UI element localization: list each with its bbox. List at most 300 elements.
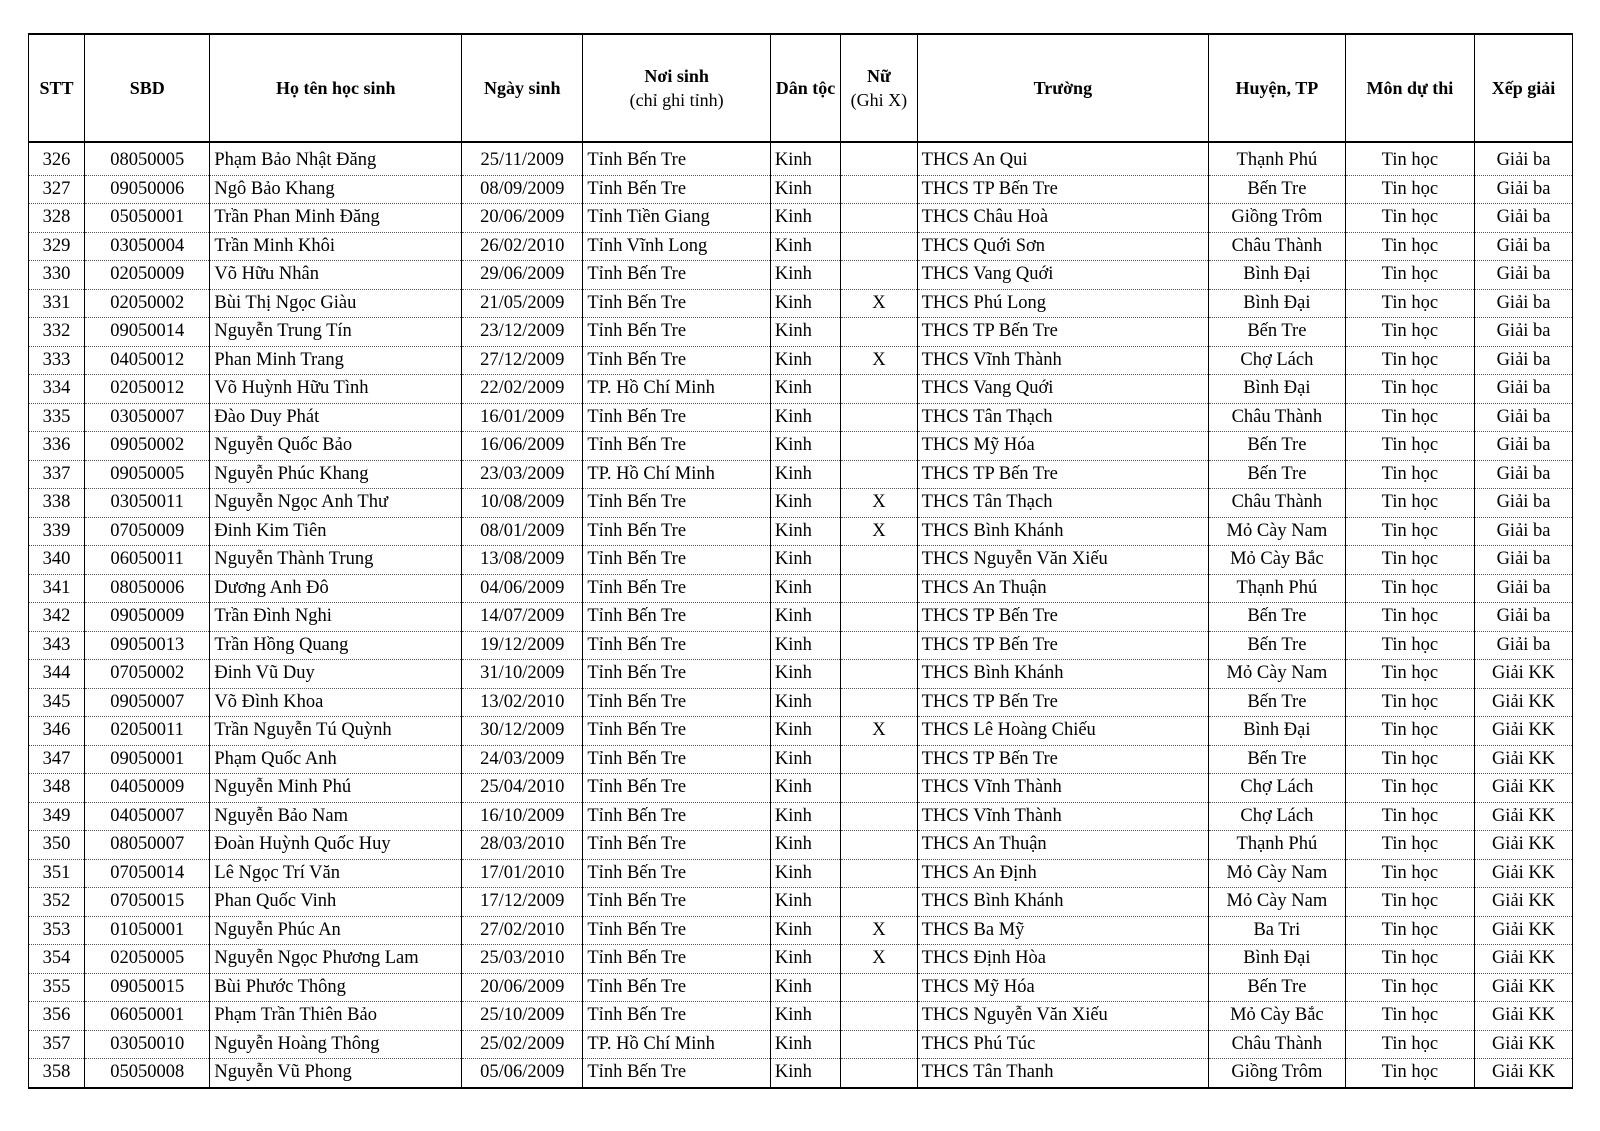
cell-award: Giải ba: [1475, 318, 1573, 347]
table-row: [29, 631, 1573, 660]
cell-school: THCS Quới Sơn: [917, 232, 1208, 261]
cell-stt: 328: [29, 204, 85, 233]
cell-name: Nguyễn Hoàng Thông: [210, 1030, 462, 1059]
cell-birthplace: Tỉnh Bến Tre: [583, 745, 771, 774]
header-dob: Ngày sinh: [462, 34, 583, 142]
cell-dob: 25/11/2009: [462, 142, 583, 175]
cell-award: Giải ba: [1475, 289, 1573, 318]
cell-school: THCS An Định: [917, 859, 1208, 888]
cell-sbd: 06050001: [85, 1002, 210, 1031]
cell-sbd: 06050011: [85, 546, 210, 575]
cell-female: [841, 574, 917, 603]
cell-subject: Tin học: [1345, 1030, 1474, 1059]
cell-award: Giải KK: [1475, 945, 1573, 974]
cell-school: THCS Tân Thạch: [917, 403, 1208, 432]
cell-subject: Tin học: [1345, 973, 1474, 1002]
cell-name: Đinh Vũ Duy: [210, 660, 462, 689]
cell-female: [841, 175, 917, 204]
cell-birthplace: Tỉnh Bến Tre: [583, 717, 771, 746]
cell-name: Trần Đình Nghi: [210, 603, 462, 632]
table-row: [29, 745, 1573, 774]
cell-sbd: 07050009: [85, 517, 210, 546]
cell-sbd: 03050004: [85, 232, 210, 261]
cell-dob: 20/06/2009: [462, 204, 583, 233]
cell-ethnic: Kinh: [770, 517, 840, 546]
cell-dob: 20/06/2009: [462, 973, 583, 1002]
cell-birthplace: Tỉnh Bến Tre: [583, 688, 771, 717]
cell-stt: 326: [29, 142, 85, 175]
cell-dob: 13/08/2009: [462, 546, 583, 575]
cell-female: [841, 603, 917, 632]
cell-birthplace: Tỉnh Bến Tre: [583, 318, 771, 347]
cell-subject: Tin học: [1345, 175, 1474, 204]
cell-ethnic: Kinh: [770, 660, 840, 689]
cell-district: Bến Tre: [1209, 318, 1346, 347]
cell-stt: 351: [29, 859, 85, 888]
table-row: [29, 1002, 1573, 1031]
table-row: [29, 261, 1573, 290]
cell-stt: 353: [29, 916, 85, 945]
cell-school: THCS TP Bến Tre: [917, 631, 1208, 660]
cell-female: [841, 432, 917, 461]
cell-school: THCS TP Bến Tre: [917, 688, 1208, 717]
cell-name: Nguyễn Thành Trung: [210, 546, 462, 575]
cell-sbd: 09050001: [85, 745, 210, 774]
cell-birthplace: Tỉnh Bến Tre: [583, 261, 771, 290]
cell-name: Phạm Quốc Anh: [210, 745, 462, 774]
cell-ethnic: Kinh: [770, 432, 840, 461]
cell-dob: 25/04/2010: [462, 774, 583, 803]
cell-school: THCS Ba Mỹ: [917, 916, 1208, 945]
cell-district: Giồng Trôm: [1209, 204, 1346, 233]
cell-subject: Tin học: [1345, 142, 1474, 175]
table-row: [29, 289, 1573, 318]
cell-dob: 27/12/2009: [462, 346, 583, 375]
table-row: [29, 517, 1573, 546]
table-row: [29, 403, 1573, 432]
cell-sbd: 05050001: [85, 204, 210, 233]
cell-name: Nguyễn Minh Phú: [210, 774, 462, 803]
cell-stt: 346: [29, 717, 85, 746]
cell-district: Thạnh Phú: [1209, 574, 1346, 603]
cell-district: Bến Tre: [1209, 460, 1346, 489]
table-row: [29, 945, 1573, 974]
cell-award: Giải ba: [1475, 432, 1573, 461]
cell-dob: 23/03/2009: [462, 460, 583, 489]
cell-dob: 30/12/2009: [462, 717, 583, 746]
table-row: [29, 318, 1573, 347]
cell-district: Mỏ Cày Nam: [1209, 517, 1346, 546]
header-stt: STT: [29, 34, 85, 142]
cell-dob: 22/02/2009: [462, 375, 583, 404]
cell-subject: Tin học: [1345, 774, 1474, 803]
cell-name: Nguyễn Phúc Khang: [210, 460, 462, 489]
table-row: [29, 859, 1573, 888]
cell-award: Giải KK: [1475, 859, 1573, 888]
cell-female: [841, 688, 917, 717]
cell-subject: Tin học: [1345, 489, 1474, 518]
cell-school: THCS Vang Quới: [917, 375, 1208, 404]
cell-female: [841, 318, 917, 347]
cell-ethnic: Kinh: [770, 232, 840, 261]
cell-school: THCS Vĩnh Thành: [917, 774, 1208, 803]
cell-dob: 25/02/2009: [462, 1030, 583, 1059]
cell-subject: Tin học: [1345, 574, 1474, 603]
cell-subject: Tin học: [1345, 232, 1474, 261]
cell-school: THCS Nguyễn Văn Xiếu: [917, 546, 1208, 575]
cell-district: Châu Thành: [1209, 403, 1346, 432]
cell-sbd: 09050005: [85, 460, 210, 489]
cell-ethnic: Kinh: [770, 204, 840, 233]
header-school: Trường: [917, 34, 1208, 142]
cell-female: [841, 232, 917, 261]
header-birthplace-sub: (chỉ ghi tỉnh): [629, 90, 724, 110]
cell-name: Nguyễn Vũ Phong: [210, 1059, 462, 1088]
cell-ethnic: Kinh: [770, 375, 840, 404]
table-row: [29, 717, 1573, 746]
cell-award: Giải KK: [1475, 660, 1573, 689]
header-female: [841, 34, 917, 142]
cell-district: Bến Tre: [1209, 745, 1346, 774]
cell-subject: Tin học: [1345, 403, 1474, 432]
cell-subject: Tin học: [1345, 831, 1474, 860]
cell-sbd: 03050011: [85, 489, 210, 518]
cell-sbd: 09050007: [85, 688, 210, 717]
cell-district: Bình Đại: [1209, 261, 1346, 290]
cell-dob: 13/02/2010: [462, 688, 583, 717]
cell-name: Phạm Bảo Nhật Đăng: [210, 142, 462, 175]
cell-ethnic: Kinh: [770, 346, 840, 375]
cell-dob: 28/03/2010: [462, 831, 583, 860]
cell-female: [841, 745, 917, 774]
cell-stt: 356: [29, 1002, 85, 1031]
cell-stt: 338: [29, 489, 85, 518]
cell-stt: 349: [29, 802, 85, 831]
header-birthplace: [583, 34, 771, 142]
cell-subject: Tin học: [1345, 289, 1474, 318]
cell-dob: 17/01/2010: [462, 859, 583, 888]
results-table: [28, 33, 1573, 1089]
cell-name: Nguyễn Ngọc Anh Thư: [210, 489, 462, 518]
cell-ethnic: Kinh: [770, 916, 840, 945]
cell-award: Giải ba: [1475, 603, 1573, 632]
cell-stt: 327: [29, 175, 85, 204]
cell-sbd: 03050010: [85, 1030, 210, 1059]
cell-district: Bến Tre: [1209, 432, 1346, 461]
table-row: [29, 204, 1573, 233]
cell-female: [841, 831, 917, 860]
cell-name: Võ Hữu Nhân: [210, 261, 462, 290]
table-row: [29, 973, 1573, 1002]
cell-sbd: 03050007: [85, 403, 210, 432]
cell-female: X: [841, 289, 917, 318]
cell-school: THCS Vĩnh Thành: [917, 346, 1208, 375]
cell-sbd: 07050014: [85, 859, 210, 888]
cell-birthplace: Tỉnh Bến Tre: [583, 973, 771, 1002]
table-row: [29, 603, 1573, 632]
table-row: [29, 489, 1573, 518]
cell-subject: Tin học: [1345, 660, 1474, 689]
cell-name: Dương Anh Đô: [210, 574, 462, 603]
cell-name: Võ Huỳnh Hữu Tình: [210, 375, 462, 404]
cell-birthplace: Tỉnh Bến Tre: [583, 1059, 771, 1088]
cell-award: Giải ba: [1475, 142, 1573, 175]
header-female-sub: (Ghi X): [850, 90, 908, 110]
cell-ethnic: Kinh: [770, 175, 840, 204]
cell-sbd: 04050012: [85, 346, 210, 375]
cell-stt: 345: [29, 688, 85, 717]
cell-name: Nguyễn Trung Tín: [210, 318, 462, 347]
cell-award: Giải ba: [1475, 175, 1573, 204]
cell-school: THCS Mỹ Hóa: [917, 973, 1208, 1002]
table-row: [29, 688, 1573, 717]
cell-school: THCS An Thuận: [917, 574, 1208, 603]
cell-subject: Tin học: [1345, 261, 1474, 290]
cell-ethnic: Kinh: [770, 318, 840, 347]
cell-female: [841, 460, 917, 489]
cell-subject: Tin học: [1345, 802, 1474, 831]
cell-ethnic: Kinh: [770, 745, 840, 774]
cell-female: [841, 142, 917, 175]
cell-district: Bình Đại: [1209, 375, 1346, 404]
cell-stt: 347: [29, 745, 85, 774]
cell-female: X: [841, 517, 917, 546]
table-row: [29, 460, 1573, 489]
cell-district: Giồng Trôm: [1209, 1059, 1346, 1088]
table-row: [29, 142, 1573, 175]
cell-award: Giải ba: [1475, 574, 1573, 603]
cell-award: Giải KK: [1475, 745, 1573, 774]
cell-stt: 355: [29, 973, 85, 1002]
cell-stt: 344: [29, 660, 85, 689]
cell-birthplace: Tỉnh Bến Tre: [583, 346, 771, 375]
cell-stt: 332: [29, 318, 85, 347]
cell-district: Chợ Lách: [1209, 774, 1346, 803]
cell-dob: 16/01/2009: [462, 403, 583, 432]
cell-stt: 340: [29, 546, 85, 575]
cell-ethnic: Kinh: [770, 1002, 840, 1031]
cell-sbd: 09050006: [85, 175, 210, 204]
cell-birthplace: Tỉnh Bến Tre: [583, 888, 771, 917]
cell-district: Thạnh Phú: [1209, 142, 1346, 175]
cell-sbd: 02050002: [85, 289, 210, 318]
cell-dob: 27/02/2010: [462, 916, 583, 945]
cell-name: Phan Quốc Vinh: [210, 888, 462, 917]
cell-female: [841, 1030, 917, 1059]
cell-district: Chợ Lách: [1209, 802, 1346, 831]
cell-district: Mỏ Cày Nam: [1209, 859, 1346, 888]
cell-subject: Tin học: [1345, 432, 1474, 461]
cell-birthplace: Tỉnh Bến Tre: [583, 603, 771, 632]
cell-school: THCS An Qui: [917, 142, 1208, 175]
cell-dob: 16/10/2009: [462, 802, 583, 831]
cell-stt: 331: [29, 289, 85, 318]
cell-district: Bến Tre: [1209, 688, 1346, 717]
cell-ethnic: Kinh: [770, 489, 840, 518]
cell-ethnic: Kinh: [770, 603, 840, 632]
cell-birthplace: Tỉnh Bến Tre: [583, 517, 771, 546]
cell-female: [841, 375, 917, 404]
cell-award: Giải KK: [1475, 717, 1573, 746]
cell-district: Mỏ Cày Bắc: [1209, 546, 1346, 575]
cell-ethnic: Kinh: [770, 717, 840, 746]
cell-award: Giải KK: [1475, 831, 1573, 860]
cell-ethnic: Kinh: [770, 142, 840, 175]
cell-sbd: 02050011: [85, 717, 210, 746]
cell-name: Ngô Bảo Khang: [210, 175, 462, 204]
cell-dob: 17/12/2009: [462, 888, 583, 917]
cell-dob: 26/02/2010: [462, 232, 583, 261]
cell-district: Châu Thành: [1209, 232, 1346, 261]
cell-female: [841, 802, 917, 831]
cell-subject: Tin học: [1345, 745, 1474, 774]
cell-stt: 339: [29, 517, 85, 546]
cell-name: Đoàn Huỳnh Quốc Huy: [210, 831, 462, 860]
table-row: [29, 232, 1573, 261]
cell-school: THCS Mỹ Hóa: [917, 432, 1208, 461]
cell-stt: 336: [29, 432, 85, 461]
cell-birthplace: Tỉnh Bến Tre: [583, 142, 771, 175]
cell-name: Trần Nguyễn Tú Quỳnh: [210, 717, 462, 746]
table-row: [29, 774, 1573, 803]
cell-dob: 21/05/2009: [462, 289, 583, 318]
cell-school: THCS Châu Hoà: [917, 204, 1208, 233]
cell-ethnic: Kinh: [770, 774, 840, 803]
cell-school: THCS TP Bến Tre: [917, 460, 1208, 489]
cell-subject: Tin học: [1345, 1059, 1474, 1088]
cell-subject: Tin học: [1345, 460, 1474, 489]
cell-school: THCS Phú Long: [917, 289, 1208, 318]
results-sheet: [28, 33, 1573, 1089]
cell-subject: Tin học: [1345, 888, 1474, 917]
cell-birthplace: Tỉnh Bến Tre: [583, 432, 771, 461]
cell-birthplace: Tỉnh Bến Tre: [583, 660, 771, 689]
cell-birthplace: Tỉnh Bến Tre: [583, 916, 771, 945]
cell-ethnic: Kinh: [770, 831, 840, 860]
cell-award: Giải ba: [1475, 517, 1573, 546]
cell-sbd: 04050007: [85, 802, 210, 831]
cell-dob: 25/10/2009: [462, 1002, 583, 1031]
table-row: [29, 546, 1573, 575]
cell-subject: Tin học: [1345, 859, 1474, 888]
cell-dob: 24/03/2009: [462, 745, 583, 774]
cell-school: THCS Lê Hoàng Chiếu: [917, 717, 1208, 746]
cell-award: Giải KK: [1475, 688, 1573, 717]
cell-sbd: 05050008: [85, 1059, 210, 1088]
header-female-label: Nữ: [867, 66, 891, 86]
cell-school: THCS An Thuận: [917, 831, 1208, 860]
cell-name: Lê Ngọc Trí Văn: [210, 859, 462, 888]
cell-stt: 335: [29, 403, 85, 432]
cell-sbd: 04050009: [85, 774, 210, 803]
cell-stt: 329: [29, 232, 85, 261]
cell-subject: Tin học: [1345, 945, 1474, 974]
header-ethnic: Dân tộc: [770, 34, 840, 142]
cell-dob: 10/08/2009: [462, 489, 583, 518]
header-district: Huyện, TP: [1209, 34, 1346, 142]
header-award: Xếp giải: [1475, 34, 1573, 142]
cell-district: Ba Tri: [1209, 916, 1346, 945]
cell-dob: 14/07/2009: [462, 603, 583, 632]
cell-school: THCS TP Bến Tre: [917, 603, 1208, 632]
cell-name: Võ Đình Khoa: [210, 688, 462, 717]
cell-subject: Tin học: [1345, 546, 1474, 575]
cell-subject: Tin học: [1345, 204, 1474, 233]
cell-ethnic: Kinh: [770, 945, 840, 974]
cell-birthplace: Tỉnh Bến Tre: [583, 289, 771, 318]
cell-female: [841, 1059, 917, 1088]
cell-ethnic: Kinh: [770, 1059, 840, 1088]
cell-female: X: [841, 346, 917, 375]
cell-name: Đinh Kim Tiên: [210, 517, 462, 546]
cell-school: THCS Định Hòa: [917, 945, 1208, 974]
cell-ethnic: Kinh: [770, 1030, 840, 1059]
cell-sbd: 09050014: [85, 318, 210, 347]
cell-subject: Tin học: [1345, 631, 1474, 660]
cell-stt: 357: [29, 1030, 85, 1059]
cell-district: Mỏ Cày Nam: [1209, 888, 1346, 917]
cell-name: Phan Minh Trang: [210, 346, 462, 375]
cell-stt: 337: [29, 460, 85, 489]
cell-subject: Tin học: [1345, 717, 1474, 746]
cell-birthplace: Tỉnh Bến Tre: [583, 1002, 771, 1031]
table-row: [29, 802, 1573, 831]
cell-birthplace: Tỉnh Bến Tre: [583, 574, 771, 603]
cell-school: THCS Phú Túc: [917, 1030, 1208, 1059]
cell-award: Giải ba: [1475, 546, 1573, 575]
table-row: [29, 432, 1573, 461]
cell-birthplace: Tỉnh Bến Tre: [583, 859, 771, 888]
cell-birthplace: Tỉnh Bến Tre: [583, 175, 771, 204]
cell-subject: Tin học: [1345, 688, 1474, 717]
cell-district: Bến Tre: [1209, 631, 1346, 660]
cell-birthplace: Tỉnh Bến Tre: [583, 831, 771, 860]
cell-school: THCS TP Bến Tre: [917, 318, 1208, 347]
cell-subject: Tin học: [1345, 346, 1474, 375]
cell-female: [841, 204, 917, 233]
table-row: [29, 660, 1573, 689]
cell-birthplace: Tỉnh Bến Tre: [583, 403, 771, 432]
cell-birthplace: Tỉnh Bến Tre: [583, 945, 771, 974]
cell-ethnic: Kinh: [770, 688, 840, 717]
cell-dob: 29/06/2009: [462, 261, 583, 290]
cell-district: Bến Tre: [1209, 973, 1346, 1002]
cell-ethnic: Kinh: [770, 859, 840, 888]
cell-sbd: 07050015: [85, 888, 210, 917]
cell-award: Giải ba: [1475, 261, 1573, 290]
cell-subject: Tin học: [1345, 318, 1474, 347]
cell-school: THCS Vang Quới: [917, 261, 1208, 290]
cell-district: Chợ Lách: [1209, 346, 1346, 375]
cell-birthplace: TP. Hồ Chí Minh: [583, 375, 771, 404]
cell-birthplace: TP. Hồ Chí Minh: [583, 460, 771, 489]
cell-school: THCS Nguyễn Văn Xiếu: [917, 1002, 1208, 1031]
cell-school: THCS TP Bến Tre: [917, 175, 1208, 204]
cell-sbd: 02050009: [85, 261, 210, 290]
cell-female: X: [841, 945, 917, 974]
cell-ethnic: Kinh: [770, 973, 840, 1002]
cell-award: Giải ba: [1475, 375, 1573, 404]
cell-name: Bùi Phước Thông: [210, 973, 462, 1002]
cell-stt: 350: [29, 831, 85, 860]
cell-subject: Tin học: [1345, 603, 1474, 632]
cell-dob: 08/01/2009: [462, 517, 583, 546]
cell-sbd: 08050005: [85, 142, 210, 175]
cell-sbd: 08050007: [85, 831, 210, 860]
cell-school: THCS Vĩnh Thành: [917, 802, 1208, 831]
cell-birthplace: Tỉnh Bến Tre: [583, 631, 771, 660]
cell-ethnic: Kinh: [770, 802, 840, 831]
